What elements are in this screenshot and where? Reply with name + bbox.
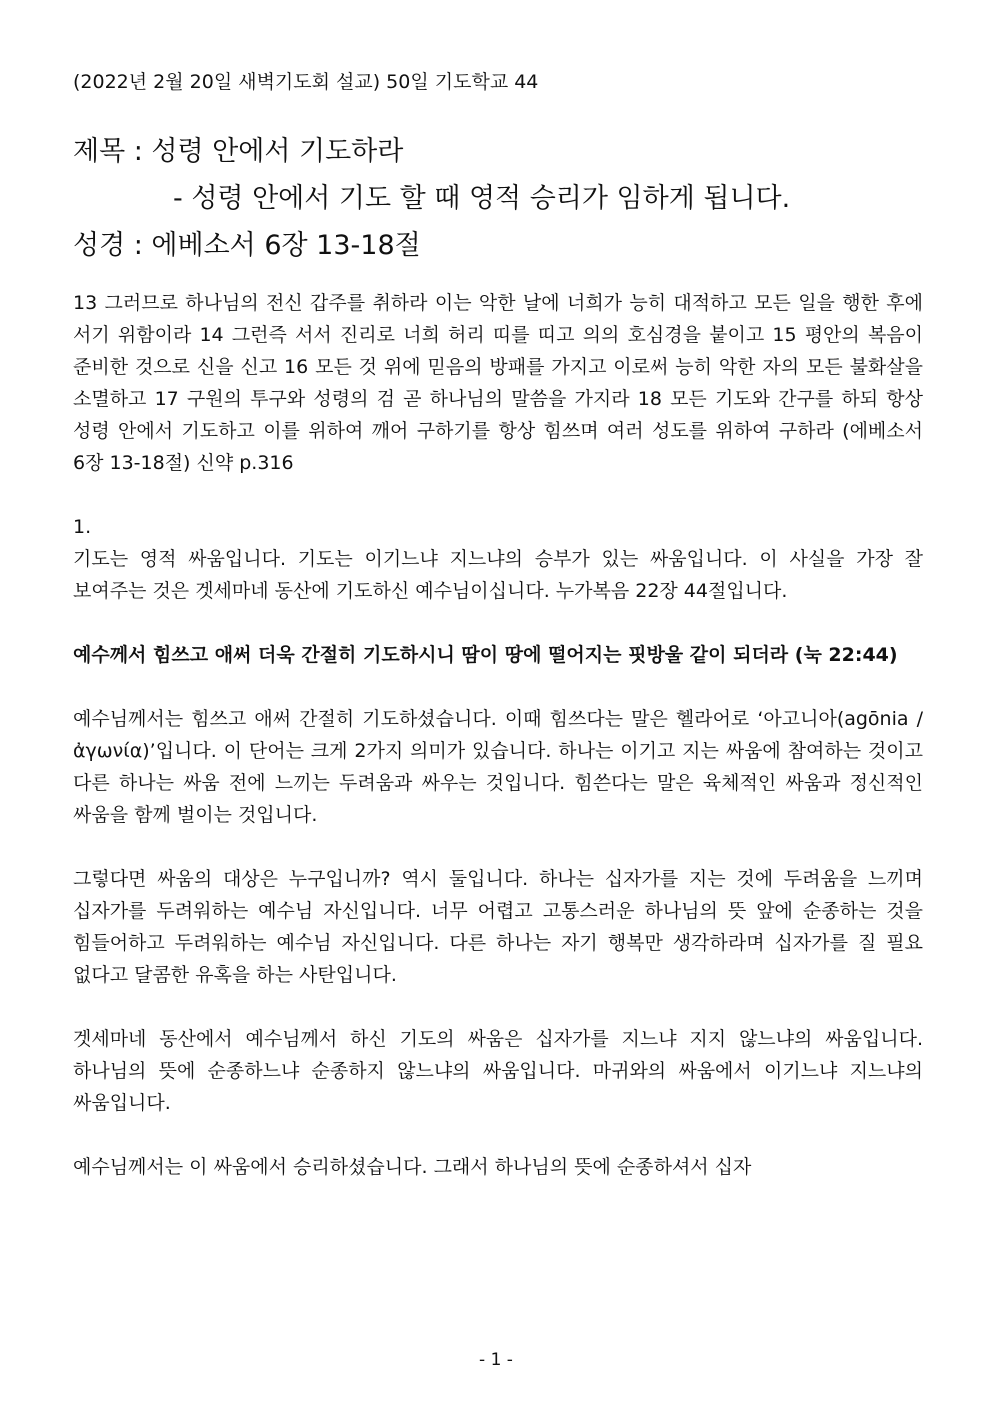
section-number: 1. bbox=[73, 516, 92, 538]
sermon-body bbox=[73, 287, 923, 1215]
paragraph-1: 기도는 영적 싸움입니다. 기도는 이기느냐 지느냐의 승부가 있는 싸움입니다. 이 사실을 가장 잘 보여주는 것은 겟세마네 동산에 기도하신 예수님이십니다. 누가복음 22장 44절입니다. bbox=[73, 548, 923, 602]
paragraph-4: 겟세마네 동산에서 예수님께서 하신 기도의 싸움은 십자가를 지느냐 지지 않느냐의 싸움입니다. 하나님의 뜻에 순종하느냐 순종하지 않느냐의 싸움입니다. 마귀와의 싸움에서 이기느냐 지느냐의 싸움입니다. bbox=[73, 1028, 923, 1114]
sermon-subtitle: - 성령 안에서 기도 할 때 영적 승리가 임하게 됩니다. bbox=[173, 183, 791, 214]
scripture-passage: 13 그러므로 하나님의 전신 갑주를 취하라 이는 악한 날에 너희가 능히 대적하고 모든 일을 행한 후에 서기 위함이라 14 그런즉 서서 진리로 너희 허리 띠를 띠고 의의 호심경을 붙이고 15 평안의 복음이 준비한 것으로 신을 신고 16 모든 것 위에 믿음의 방패를 가지고 이로써 능히 악한 자의 모든 불화살을 소멸하고 17 구원의 투구와 성령의 검 곧 하나님의 말씀을 가지라 18 모든 기도와 간구를 하되 항상 성령 안에서 기도하고 이를 위하여 깨어 구하기를 항상 힘쓰며 여러 성도를 위하여 구하라 (에베소서 6장 13-18절) 신약 p.316 bbox=[73, 292, 923, 474]
title-block bbox=[73, 128, 933, 269]
paragraph-5: 예수님께서는 이 싸움에서 승리하셨습니다. 그래서 하나님의 뜻에 순종하셔서 십자 bbox=[73, 1156, 752, 1178]
paragraph-2: 예수님께서는 힘쓰고 애써 간절히 기도하셨습니다. 이때 힘쓰다는 말은 헬라어로 ‘아고니아(agōnia / ἀγωνία)’입니다. 이 단어는 크게 2가지 의미가 있습니다. 하나는 이기고 지는 싸움에 참여하는 것이고 다른 하나는 싸움 전에 느끼는 두려움과 싸우는 것입니다. 힘쓴다는 말은 육체적인 싸움과 정신적인 싸움을 함께 벌이는 것입니다. bbox=[73, 708, 923, 826]
page-number: - 1 - bbox=[479, 1350, 513, 1370]
sermon-title: 제목 : 성령 안에서 기도하라 bbox=[73, 136, 404, 167]
scripture-quote: 예수께서 힘쓰고 애써 더욱 간절히 기도하시니 땀이 땅에 떨어지는 핏방울 같이 되더라 (눅 22:44) bbox=[73, 644, 898, 666]
sermon-header: (2022년 2월 20일 새벽기도회 설교) 50일 기도학교 44 bbox=[73, 71, 539, 93]
scripture-reference: 성경 : 에베소서 6장 13-18절 bbox=[73, 230, 421, 261]
paragraph-3: 그렇다면 싸움의 대상은 누구입니까? 역시 둘입니다. 하나는 십자가를 지는 것에 두려움을 느끼며 십자가를 두려워하는 예수님 자신입니다. 너무 어렵고 고통스러운 하나님의 뜻 앞에 순종하는 것을 힘들어하고 두려워하는 예수님 자신입니다. 다른 하나는 자기 행복만 생각하라며 십자가를 질 필요 없다고 달콤한 유혹을 하는 사탄입니다. bbox=[73, 868, 923, 986]
